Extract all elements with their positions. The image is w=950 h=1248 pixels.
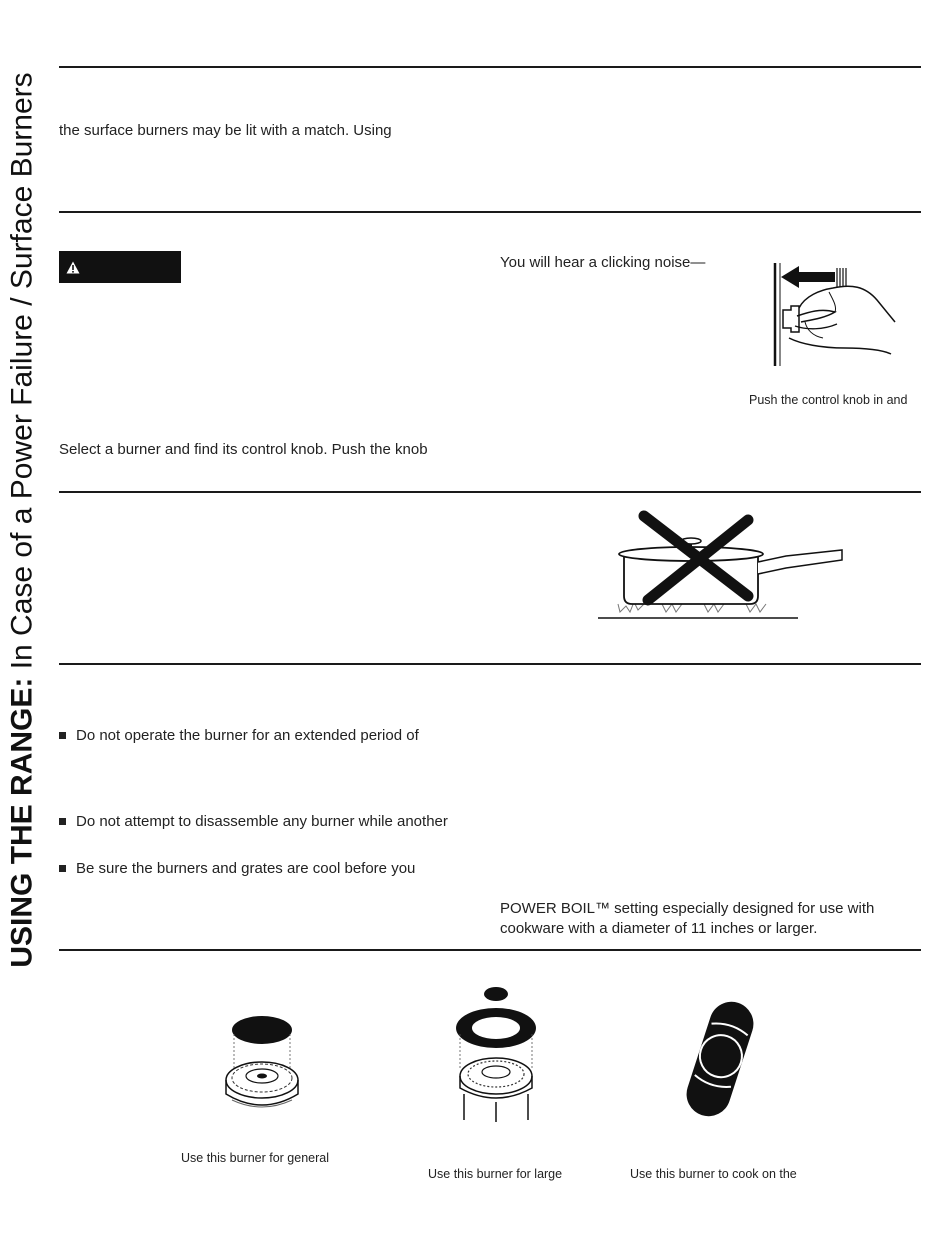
- select-burner-text: Select a burner and find its control knob. Push the knob: [59, 441, 428, 458]
- bullet-square-icon: [59, 732, 66, 739]
- general-burner-caption: Use this burner for general: [181, 1151, 329, 1165]
- warning-triangle-icon: [66, 261, 80, 274]
- bullet-item-3: [59, 859, 415, 879]
- side-title-rest: In Case of a Power Failure / Surface Burners: [6, 72, 40, 678]
- bullet-square-icon: [59, 818, 66, 825]
- oval-burner-illustration: [684, 996, 756, 1122]
- large-burner-illustration: [444, 984, 544, 1124]
- bullet-item-1: [59, 726, 419, 746]
- section-rule-2: [59, 211, 921, 213]
- crossed-pan-illustration: [596, 508, 846, 620]
- section-rule-4: [59, 663, 921, 665]
- push-knob-illustration: [765, 260, 905, 370]
- side-title-bold: USING THE RANGE:: [6, 677, 40, 968]
- power-boil-line-1: POWER BOIL™ setting especially designed for use with: [500, 900, 875, 917]
- push-knob-caption: Push the control knob in and: [749, 393, 908, 407]
- side-title: [0, 0, 46, 1040]
- bullet-item-2: [59, 812, 448, 832]
- warning-bar: [59, 251, 181, 283]
- power-failure-intro: the surface burners may be lit with a match. Using: [59, 122, 392, 139]
- section-rule-1: [59, 66, 921, 68]
- section-rule-5: [59, 949, 921, 951]
- side-title-text: [6, 72, 40, 967]
- bullet-3-text: Be sure the burners and grates are cool before you: [76, 860, 416, 877]
- griddle-burner-caption: Use this burner to cook on the: [630, 1167, 797, 1181]
- general-burner-illustration: [222, 1016, 302, 1116]
- bullet-2-text: Do not attempt to disassemble any burner while another: [76, 813, 448, 830]
- bullet-1-text: Do not operate the burner for an extended period of: [76, 727, 419, 744]
- bullet-square-icon: [59, 865, 66, 872]
- power-boil-line-2: cookware with a diameter of 11 inches or larger.: [500, 920, 818, 937]
- large-burner-caption: Use this burner for large: [428, 1167, 563, 1181]
- section-rule-3: [59, 491, 921, 493]
- clicking-noise-text: You will hear a clicking noise—: [500, 254, 706, 271]
